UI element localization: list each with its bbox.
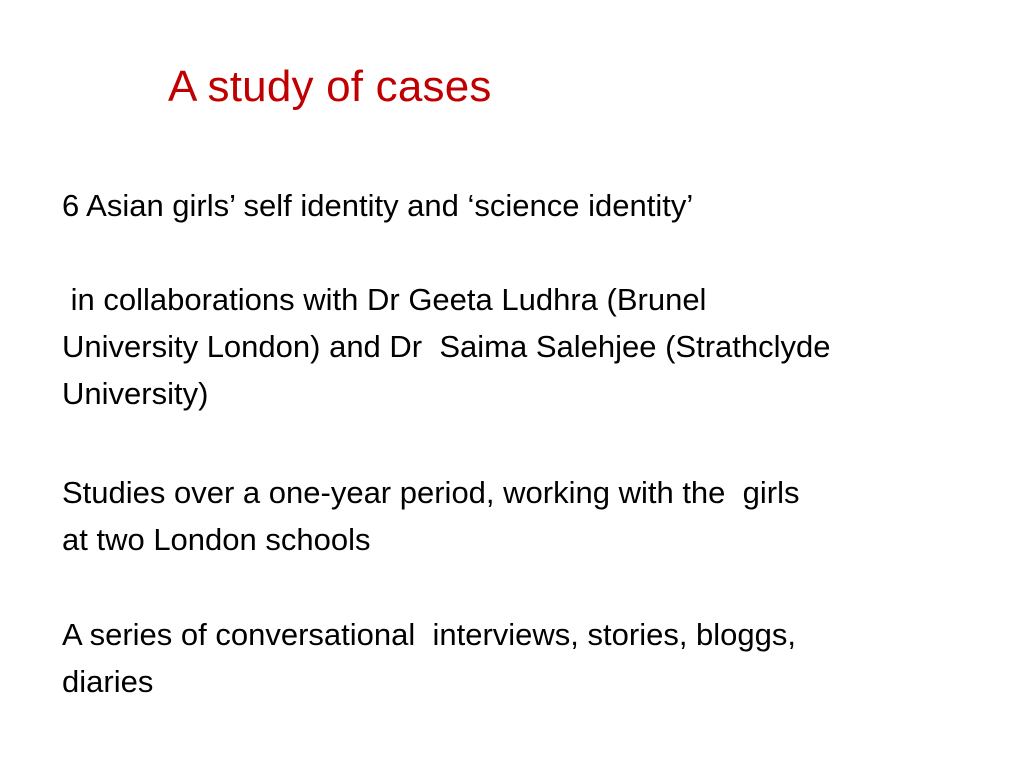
paragraph-study-subject — [62, 182, 962, 229]
paragraph-line: Studies over a one-year period, working with the girls — [62, 475, 800, 510]
paragraph-study-period — [62, 469, 962, 563]
paragraph-line: A series of conversational interviews, stories, bloggs, — [62, 617, 797, 652]
paragraph-line: University) — [62, 376, 209, 411]
paragraph-line: 6 Asian girls’ self identity and ‘science identity’ — [62, 188, 694, 223]
paragraph-line: at two London schools — [62, 522, 371, 557]
paragraph-line: University London) and Dr Saima Salehjee (Strathclyde — [62, 329, 831, 364]
paragraph-line: diaries — [62, 664, 154, 699]
slide-title: A study of cases — [168, 62, 492, 111]
paragraph-collaborations — [62, 276, 962, 417]
paragraph-methods — [62, 611, 962, 705]
paragraph-line: in collaborations with Dr Geeta Ludhra (Brunel — [62, 282, 707, 317]
